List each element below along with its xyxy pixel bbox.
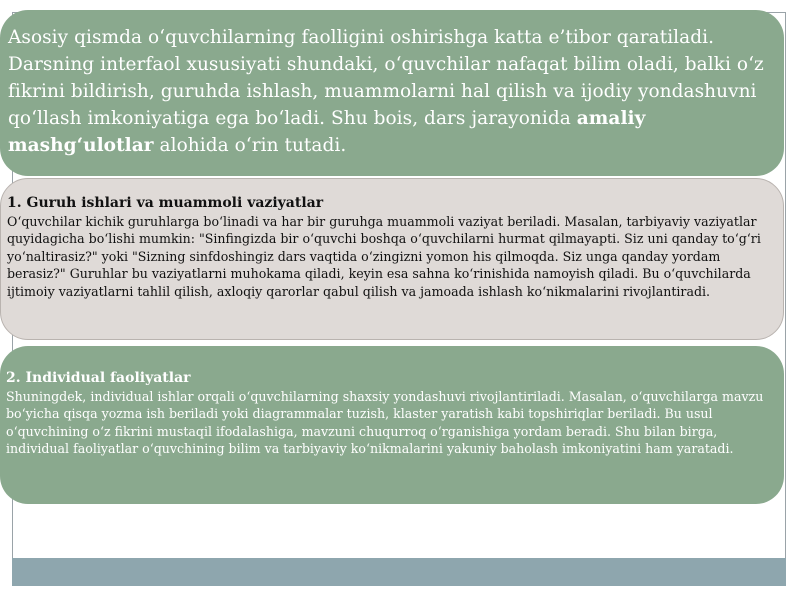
section-group-work-body: O‘quvchilar kichik guruhlarga bo‘linadi va har bir guruhga muammoli vaziyat beriladi. Masalan, tarbiyaviy vaziyatlar quyidagicha bo‘lishi mumkin: "Sinfingizda bir o‘quvchi boshqa o‘quvchilarni hurmat qilmayapti. Siz uni qanday to‘g‘ri yo‘naltirasiz?" yoki "Sizning sinfdoshingiz dars vaqtida o‘zingizni yomon his qilmoqda. Siz unga qanday yordam berasiz?" Guruhlar bu vaziyatlarni muhokama qiladi, keyin esa sahna ko‘rinishida namoyish qiladi. Bu o‘quvchilarda ijtimoiy vaziyatlarni tahlil qilish, axloqiy qarorlar qabul qilish va jamoada ishlash ko‘nikmalarini rivojlantiradi. bbox=[7, 213, 761, 299]
footer-bar bbox=[12, 558, 786, 586]
intro-bold-text: amaliy mashg‘ulotlar bbox=[8, 108, 646, 156]
intro-box bbox=[0, 10, 784, 176]
intro-text: Asosiy qismda o‘quvchilarning faolligini oshirishga katta e’tibor qaratiladi. Darsning interfaol xususiyati shundaki, o‘quvchilar nafaqat bilim oladi, balki o‘z fikrini bildirish, guruhda ishlash, muammolarni hal qilish va ijodiy yondashuvni qo‘llash imkoniyatiga ega bo‘ladi. Shu bois, dars jarayonida bbox=[8, 27, 764, 129]
section-group-work bbox=[0, 178, 784, 340]
intro-text-end: alohida o‘rin tutadi. bbox=[153, 135, 347, 156]
section-group-work-heading: 1. Guruh ishlari va muammoli vaziyatlar bbox=[7, 195, 324, 211]
section-individual bbox=[0, 346, 784, 504]
section-individual-body: Shuningdek, individual ishlar orqali o‘quvchilarning shaxsiy yondashuvi rivojlantiriladi. Masalan, o‘quvchilarga mavzu bo‘yicha qisqa yozma ish beriladi yoki diagrammalar tuzish, klaster yaratish kabi topshiriqlar beriladi. Bu usul o‘quvchining o‘z fikrini mustaqil ifodalashiga, mavzuni chuqurroq o‘rganishiga yordam beradi. Shu bilan birga, individual faoliyatlar o‘quvchining bilim va tarbiyaviy ko‘nikmalarini yakuniy baholash imkoniyatini ham yaratadi. bbox=[6, 388, 764, 456]
section-individual-heading: 2. Individual faoliyatlar bbox=[6, 370, 191, 386]
